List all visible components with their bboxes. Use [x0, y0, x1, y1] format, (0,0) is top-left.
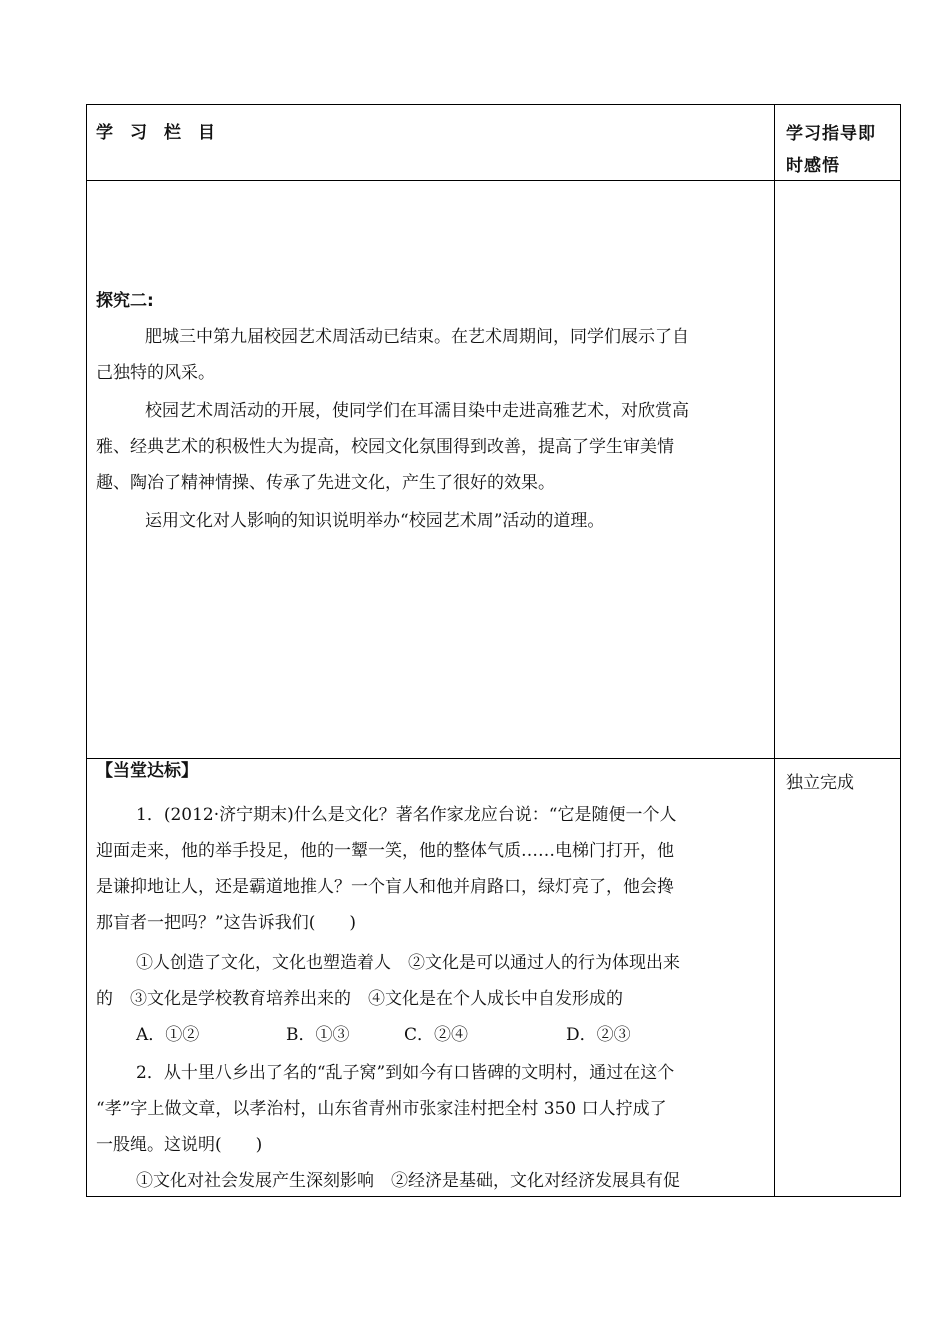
q1-choice-a: A．①② [136, 1025, 200, 1045]
table-right-border [900, 104, 901, 1197]
q2-options-line1: ①文化对社会发展产生深刻影响 ②经济是基础，文化对经济发展具有促 [136, 1171, 680, 1191]
q1-options-line1: ①人创造了文化，文化也塑造着人 ②文化是可以通过人的行为体现出来 [136, 953, 680, 973]
question-text: 运用文化对人影响的知识说明举办“校园艺术周”活动的道理。 [145, 511, 605, 531]
para1-line1: 肥城三中第九届校园艺术周活动已结束。在艺术周期间，同学们展示了自 [145, 327, 689, 347]
para1-line2: 己独特的风采。 [96, 363, 215, 383]
q1-choice-c: C．②④ [404, 1025, 469, 1045]
column-title-study: 学 习 栏 目 [96, 123, 215, 143]
section-row-divider [86, 758, 901, 759]
para2-line2: 雅、经典艺术的积极性大为提高，校园文化氛围得到改善，提高了学生审美情 [96, 437, 674, 457]
q1-options-line2: 的 ③文化是学校教育培养出来的 ④文化是在个人成长中自发形成的 [96, 989, 623, 1009]
q1-line4: 那盲者一把吗？”这告诉我们( ) [96, 913, 356, 933]
q1-line2: 迎面走来，他的举手投足，他的一颦一笑，他的整体气质……电梯门打开，他 [96, 841, 674, 861]
section-title-explore-2: 探究二: [96, 291, 154, 311]
header-row-divider [86, 180, 901, 181]
q2-line2: “孝”字上做文章，以孝治村，山东省青州市张家洼村把全村 350 口人拧成了 [96, 1099, 667, 1119]
study-table [86, 104, 900, 1196]
table-left-border [86, 104, 87, 1197]
side-note: 独立完成 [786, 773, 854, 793]
practice-title: 【当堂达标】 [96, 761, 198, 781]
q2-line3: 一股绳。这说明( ) [96, 1135, 263, 1155]
q1-choice-b: B．①③ [286, 1025, 350, 1045]
column-title-guidance-line1: 学习指导即 [786, 124, 876, 144]
table-top-border [86, 104, 901, 105]
column-divider [774, 104, 775, 1197]
column-title-guidance-line2: 时感悟 [786, 156, 840, 176]
column-title-guidance [786, 118, 876, 182]
q1-line1: 1．(2012·济宁期末)什么是文化？著名作家龙应台说：“它是随便一个人 [136, 805, 677, 825]
q1-choice-d: D．②③ [566, 1025, 631, 1045]
q1-line3: 是谦抑地让人，还是霸道地推人？一个盲人和他并肩路口，绿灯亮了，他会搀 [96, 877, 674, 897]
para2-line3: 趣、陶冶了精神情操、传承了先进文化，产生了很好的效果。 [96, 473, 555, 493]
para2-line1: 校园艺术周活动的开展，使同学们在耳濡目染中走进高雅艺术，对欣赏高 [145, 401, 689, 421]
q2-line1: 2．从十里八乡出了名的“乱子窝”到如今有口皆碑的文明村，通过在这个 [136, 1063, 675, 1083]
